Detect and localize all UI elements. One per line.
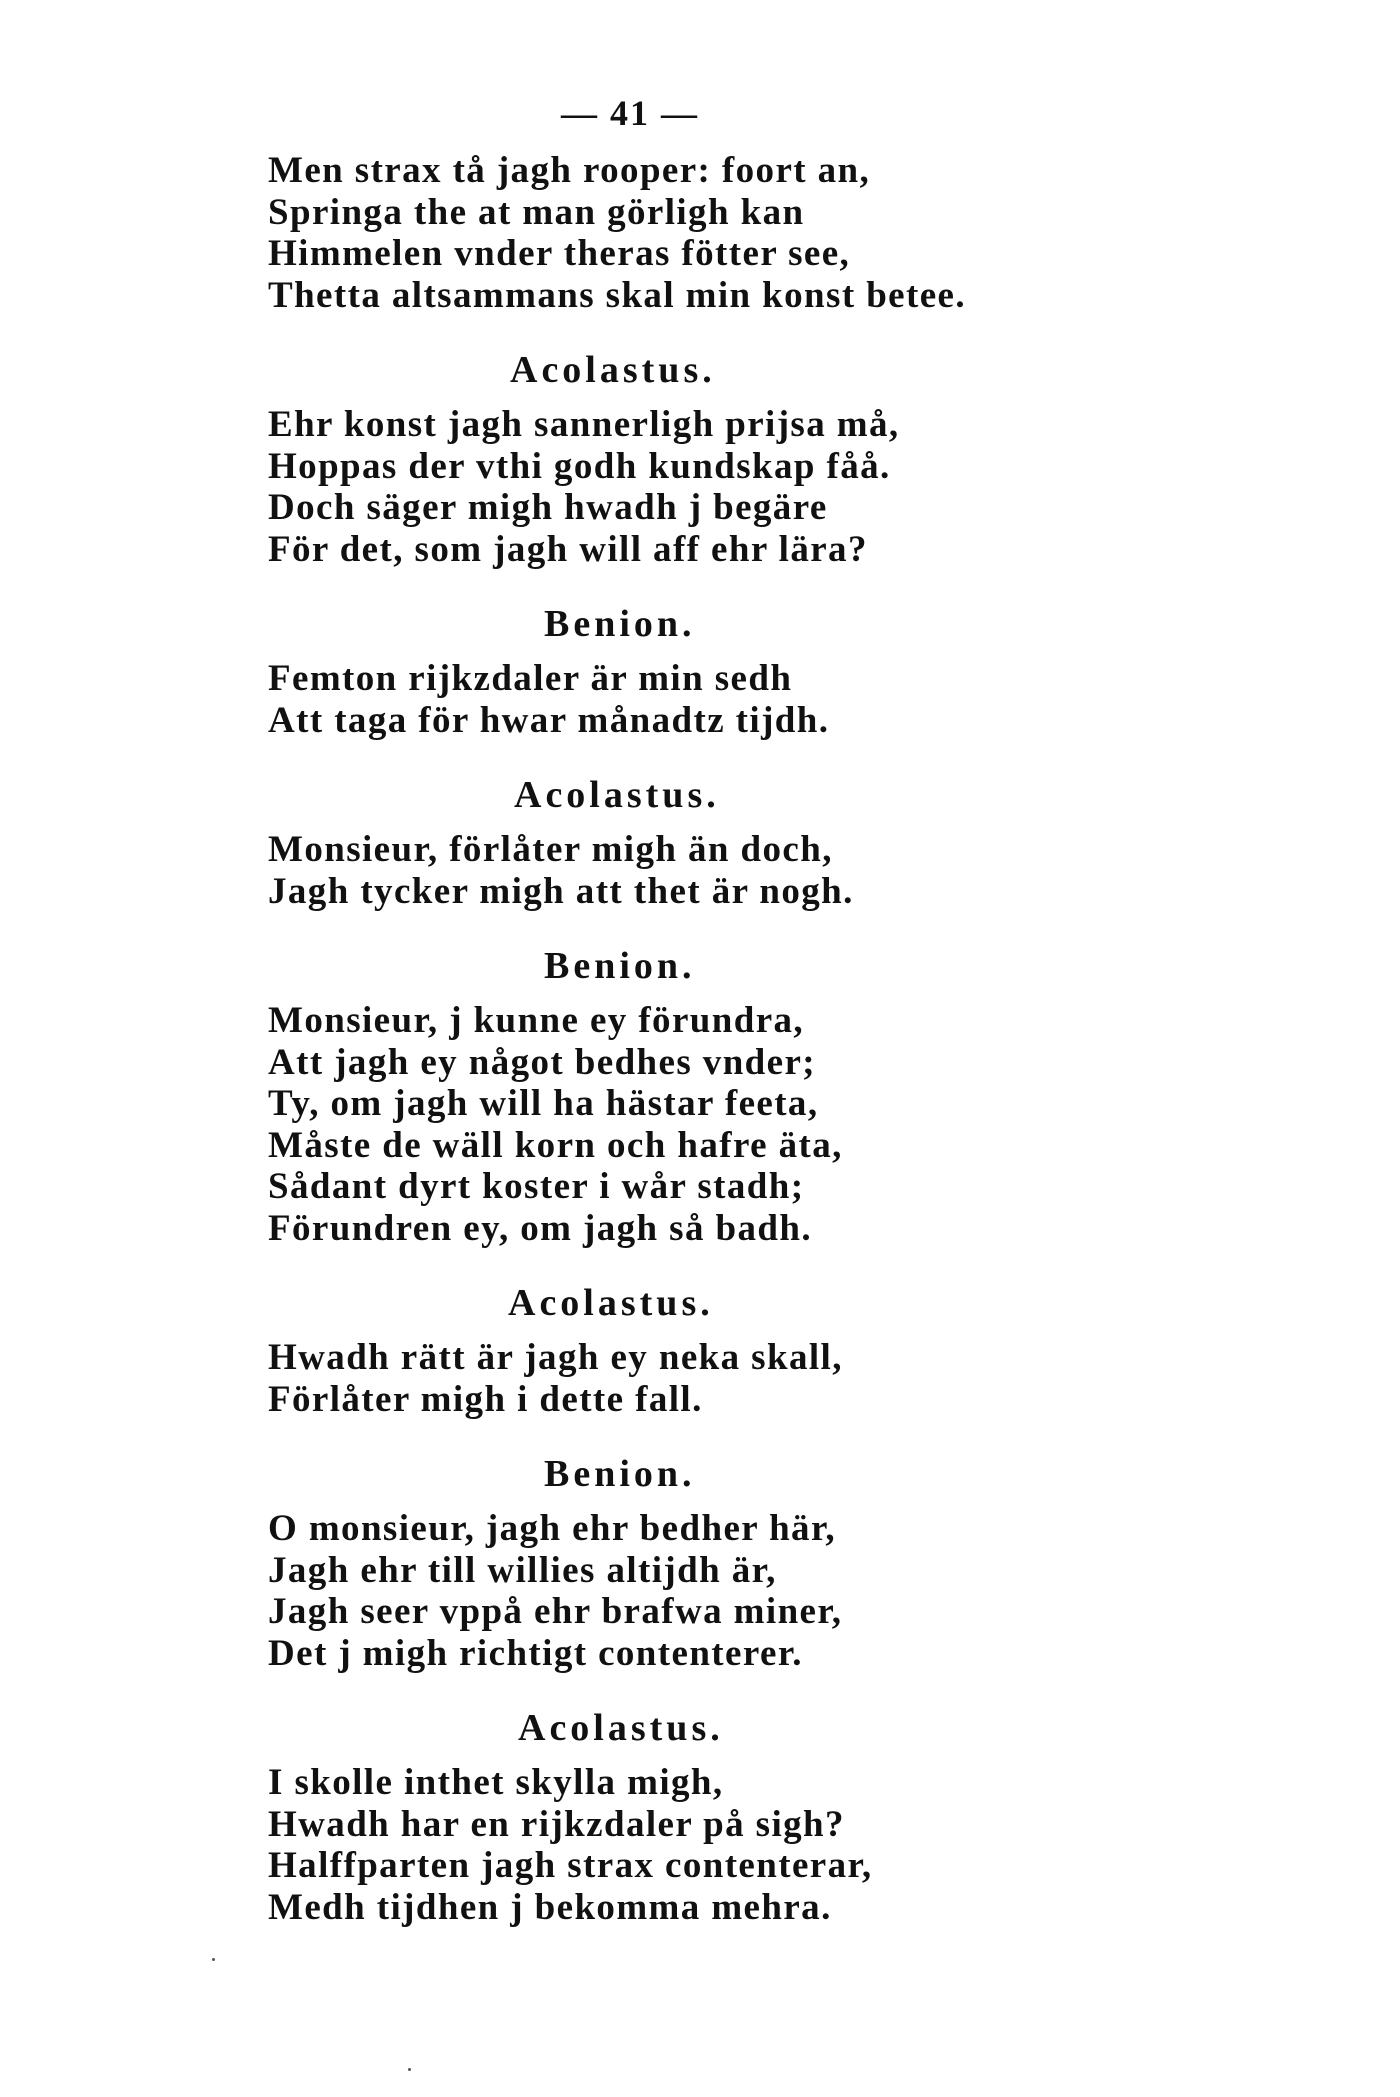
verse-line: Måste de wäll korn och hafre äta,	[268, 1124, 843, 1166]
verse-line: För det, som jagh will aff ehr lära?	[268, 528, 868, 570]
print-speck	[212, 1958, 215, 1961]
verse-line: Springa the at man görligh kan	[268, 191, 805, 233]
stanza-2	[268, 348, 968, 570]
verse-line: Doch säger migh hwadh j begäre	[268, 487, 828, 528]
verse-line: Monsieur, j kunne ey förundra,	[268, 1000, 805, 1041]
verse-line: Monsieur, förlåter migh än doch,	[268, 829, 833, 870]
speaker-heading: Benion.	[544, 945, 696, 987]
stanza-7	[268, 1452, 968, 1674]
speaker-heading: Acolastus.	[508, 1282, 714, 1324]
verse-line: Förundren ey, om jagh så badh.	[268, 1207, 812, 1249]
verse-line: Att taga för hwar månadtz tijdh.	[268, 699, 830, 741]
verse-line: Sådant dyrt koster i wår stadh;	[268, 1166, 805, 1207]
verse-line: O monsieur, jagh ehr bedher här,	[268, 1508, 837, 1549]
verse-line: Förlåter migh i dette fall.	[268, 1378, 703, 1420]
verse-line: Hwadh rätt är jagh ey neka skall,	[268, 1337, 843, 1378]
verse-line: Det j migh richtigt contenterer.	[268, 1632, 803, 1674]
verse-line: Ty, om jagh will ha hästar feeta,	[268, 1083, 819, 1124]
verse-line: I skolle inthet skylla migh,	[268, 1762, 724, 1803]
print-speck	[408, 2068, 411, 2071]
verse-line: Halffparten jagh strax contenterar,	[268, 1845, 873, 1886]
verse-line: Jagh tycker migh att thet är nogh.	[268, 870, 854, 912]
verse-line: Men strax tå jagh rooper: foort an,	[268, 150, 871, 191]
speaker-heading: Benion.	[544, 603, 696, 645]
verse-line: Femton rijkzdaler är min sedh	[268, 658, 793, 699]
verse-line: Att jagh ey något bedhes vnder;	[268, 1041, 817, 1083]
page-number: — 41 —	[561, 93, 699, 133]
stanza-1	[268, 150, 968, 316]
speaker-heading: Acolastus.	[510, 349, 716, 391]
verse-line: Hwadh har en rijkzdaler på sigh?	[268, 1803, 845, 1845]
stanza-3	[268, 602, 968, 741]
verse-line: Jagh seer vppå ehr brafwa miner,	[268, 1591, 843, 1632]
verse-line: Himmelen vnder theras fötter see,	[268, 233, 851, 274]
verse-text	[268, 150, 968, 1928]
stanza-8	[268, 1706, 968, 1928]
verse-line: Hoppas der vthi godh kundskap fåå.	[268, 445, 891, 487]
verse-line: Medh tijdhen j bekomma mehra.	[268, 1886, 832, 1928]
verse-line: Thetta altsammans skal min konst betee.	[268, 274, 967, 316]
speaker-heading: Benion.	[544, 1453, 696, 1495]
stanza-6	[268, 1281, 968, 1420]
speaker-heading: Acolastus.	[518, 1707, 724, 1749]
speaker-heading: Acolastus.	[514, 774, 720, 816]
stanza-4	[268, 773, 968, 912]
verse-line: Jagh ehr till willies altijdh är,	[268, 1549, 777, 1591]
stanza-5	[268, 944, 968, 1249]
verse-line: Ehr konst jagh sannerligh prijsa må,	[268, 404, 900, 445]
